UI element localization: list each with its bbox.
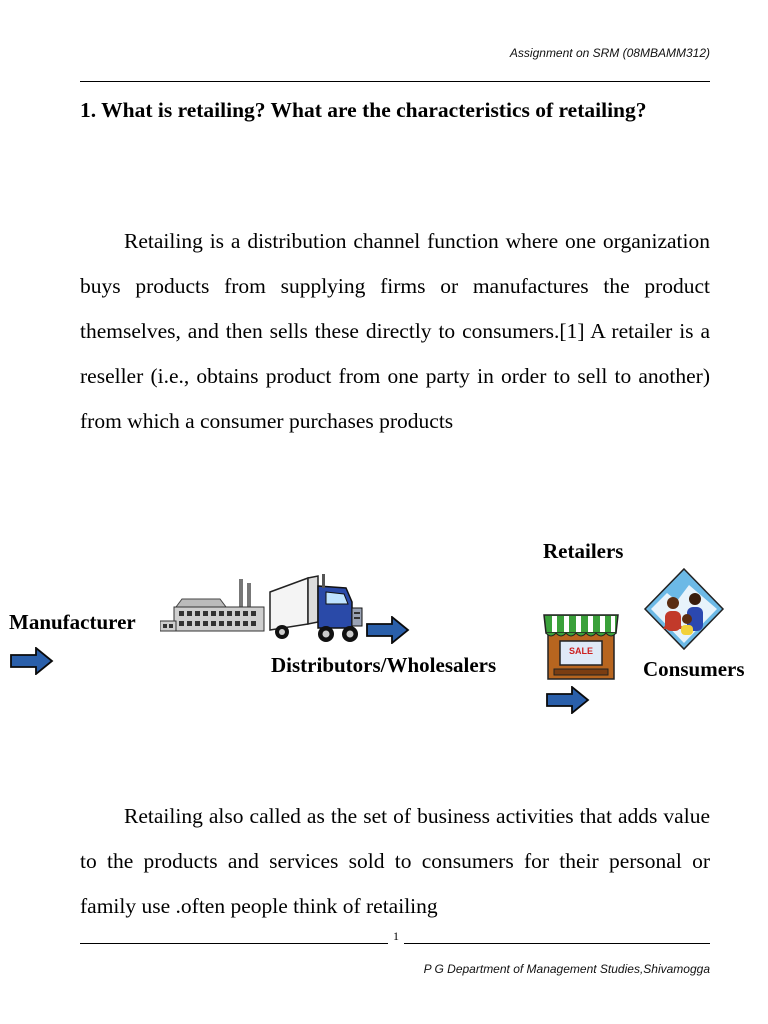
page-number: 1 [388,929,404,944]
store-icon [542,611,620,681]
paragraph-2: Retailing also called as the set of business activities that adds value to the products and services sold to consumers for their personal or family use .often people think of retailing [80,804,710,918]
arrow-right-icon [366,616,410,644]
factory-icon [160,577,268,633]
family-icon [643,567,725,651]
paragraph-1: Retailing is a distribution channel function where one organization buys products from supplying firms or manufactures the product themselves, and then sells these directly to consumers.[1] A retailer is a reseller (i.e., obtains product from one party in order to sell to another) from which a consumer purchases products [80,229,710,433]
header-text: Assignment on SRM (08MBAMM312) [509,46,710,60]
consumers-label: Consumers [643,657,745,681]
header-rule [80,81,710,82]
footer-text: P G Department of Management Studies,Shivamogga [423,962,710,976]
question-heading: 1. What is retailing? What are the characteristics of retailing? [80,98,647,122]
manufacturer-label: Manufacturer [9,610,136,634]
truck-icon [268,572,364,644]
retailers-label: Retailers [543,539,624,563]
distributors-label: Distributors/Wholesalers [271,653,497,677]
arrow-right-icon [546,686,590,714]
store-sale-sign: SALE [568,646,593,656]
arrow-right-icon [10,647,54,675]
